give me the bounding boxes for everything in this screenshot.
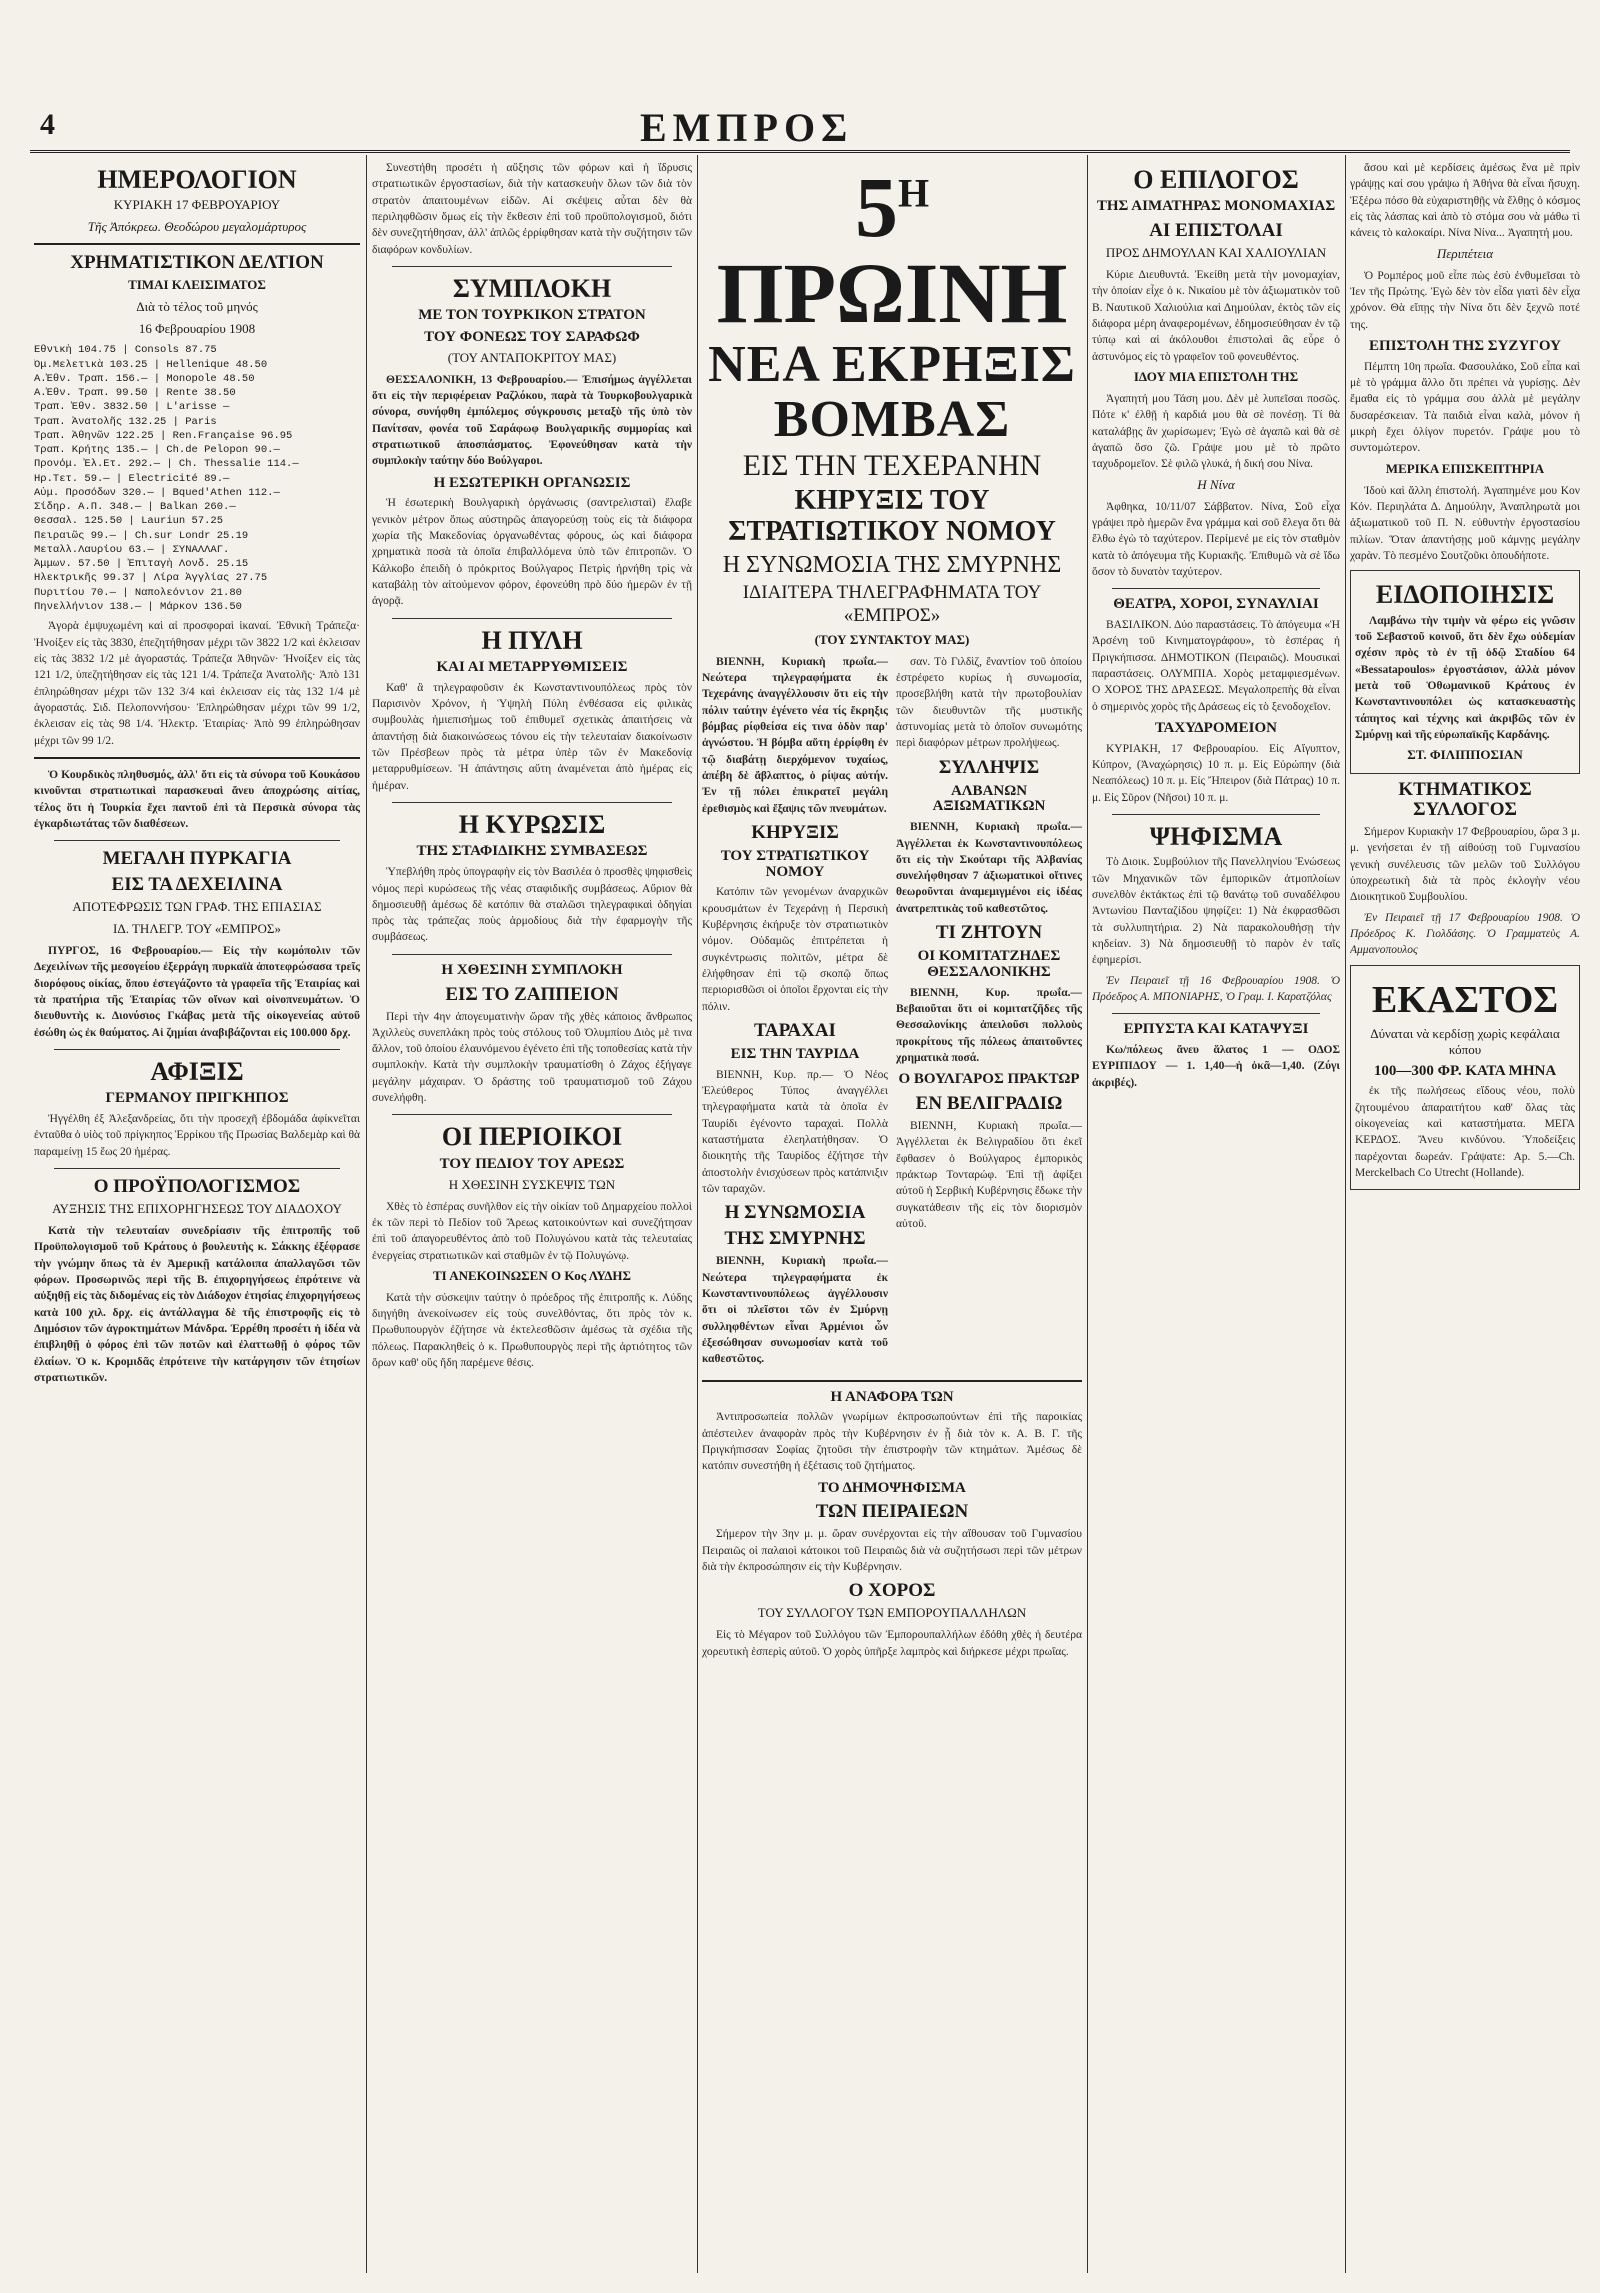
ad-headline: ΕΡΠΥΣΤΑ ΚΑΙ ΚΑΤΑΨΥΞΙ xyxy=(1123,1021,1309,1038)
divider xyxy=(1112,1013,1320,1014)
ratification-headline: Η ΚΥΡΩΣΙΣ xyxy=(458,810,606,840)
letter-article: Ἀγαπητή μου Τάση μου. Δὲν μὲ λυπεῖσαι ποσῶς. Πότε κ' ἐλθῇ ἡ καρδιά μου θὰ σὲ πονέσῃ. Τί θὰ καταλάβῃς ἂν χωρίσωμεν; Ἐγὼ σὲ ἀγαπῶ καὶ θὰ σὲ ἀγαπῶ ὅσο ζῶ. Γράψε μου μὲ τὸ πρῶτο ταχυδρομεῖον. Σὲ φιλῶ γλυκά, ἡ δική σου Νίνα. xyxy=(1092,392,1340,471)
resolution-signature: Ἐν Πειραιεῖ τῇ 16 Φεβρουαρίου 1908. Ὁ Πρόεδρος Α. ΜΠΟΝΙΑΡΗΣ, Ὁ Γραμ. Ι. Καρατζόλας xyxy=(1092,974,1340,1003)
clash-headline: ΣΥΜΠΛΟΚΗ xyxy=(452,273,612,303)
arrival-subtitle: ΓΕΡΜΑΝΟΥ ΠΡΙΓΚΗΠΟΣ xyxy=(105,1090,289,1107)
stock-row: Πειραιῶς 99.— | Ch.sur Londr 25.19 xyxy=(34,529,249,542)
stock-row: Αὐμ. Προσόδων 320.— | Bqued'Athen 112.— xyxy=(34,486,280,499)
agent-headline: Ο ΒΟΥΛΓΑΡΟΣ ΠΡΑΚΤΩΡ xyxy=(898,1071,1080,1088)
masthead-title: ΕΜΠΡΟΣ xyxy=(640,105,854,150)
resolution-headline: ΨΗΦΙΣΜΑ xyxy=(1149,822,1283,852)
ball-article: Εἰς τὸ Μέγαρον τοῦ Συλλόγου τῶν Ἐμπορουπαλλήλων ἐδόθη χθὲς ἡ δευτέρα χορευτικὴ ἑσπερὶς αὐτοῦ. Ὁ χορὸς ὑπῆρξε λαμπρὸς καὶ διήρκεσε μέχρι πρωΐας. xyxy=(702,1629,1082,1658)
theatres-article: ΒΑΣΙΛΙΚΟΝ. Δύο παραστάσεις. Τὸ ἀπόγευμα «Ἡ Ἀρσένη τοῦ Κινηματογράφου», τὸ ἑσπέρας ἡ Πριγκήπισσα. ΔΗΜΟΤΙΚΟΝ (Πειραιῶς). Μουσικαὶ παραστάσεις. ΟΛΥΜΠΙΑ. Χορὸς μεταμφιεσμένων. Ο ΧΟΡΟΣ ΤΗΣ ΔΡΑΣΕΩΣ. Μεγαλοπρεπὴς θὰ εἶναι ὁ σημερινὸς χορὸς τῆς Δράσεως εἰς τὸ ξενοδοχεῖον. xyxy=(1092,618,1340,713)
column-divider xyxy=(366,155,367,2273)
ball-headline: Ο ΧΟΡΟΣ xyxy=(848,1580,936,1602)
arrival-headline: ΑΦΙΞΙΣ xyxy=(150,1057,244,1087)
divider xyxy=(1112,814,1320,815)
ratification-article: Ὑπεβλήθη πρὸς ὑπογραφὴν εἰς τὸν Βασιλέα ὁ προσθὲς ψηφισθεὶς νόμος περὶ κυρώσεως τῆς νέας σταφιδικῆς συμβάσεως. Αὔριον θὰ δημοσιευθῇ ἀμέσως δὲ κατόπιν θὰ σταλῶσι τηλεγραφικαὶ ὁδηγίαι πρὸς τὰς τράπεζας ποὺς ἁρμοδίους διὰ τὴν ἐφαρμογὴν τῆς συμβάσεως. xyxy=(372,866,692,944)
stock-row: Ἡρ.Τετ. 59.— | Electricité 89.— xyxy=(34,472,230,485)
ratification-subtitle: ΤΗΣ ΣΤΑΦΙΔΙΚΗΣ ΣΥΜΒΑΣΕΩΣ xyxy=(416,843,648,860)
stock-row: Προνόμ. Ἐλ.Ετ. 292.— | Ch. Thessalie 114.— xyxy=(34,458,299,471)
agent-subtitle: ΕΝ ΒΕΛΙΓΡΑΔΙΩ xyxy=(915,1092,1063,1114)
yildiz-article: σαν. Τὸ Γιλδὶζ, ἔναντίον τοῦ ὁποίου ἐστρέφετο κυρίως ἡ συνωμοσία, προσεβλήθη κατὰ τὴν πρωτοβουλίαν τῶν διευθυντῶν τῆς μυστικῆς ἀστυνομίας μετὰ τὸ ὁποῖον συνωμότης περὶ διαφόρων μέτρων προλήψεως. xyxy=(896,655,1082,750)
divider xyxy=(54,1168,340,1169)
arrest-article: ΒΙΕΝΝΗ, Κυριακὴ πρωΐα.— Ἀγγέλλεται ἐκ Κωνσταντινουπόλεως ὅτι εἰς τὴν Σκούταρι τῆς Ἀλβανίας συνελήφθησαν 7 ἀξιωματικοὶ οἵτινες θεωροῦνται ἀναμεμιγμένοι εἰς ἰδέας ἀνατρεπτικὰς τοῦ καθεστῶτος. xyxy=(896,821,1082,915)
notice-box xyxy=(1350,570,1580,774)
column-2 xyxy=(372,160,692,2273)
letter-headline: ΙΔΟΥ ΜΙΑ ΕΠΙΣΤΟΛΗ ΤΗΣ xyxy=(1133,368,1299,384)
divider xyxy=(702,1380,1082,1382)
conspiracy-headline: Η ΣΥΝΩΜΟΣΙΑ xyxy=(724,1202,866,1224)
lead-right xyxy=(896,654,1082,1372)
edition-suffix: Η xyxy=(897,170,930,216)
main-headline-2: ΕΙΣ ΤΗΝ ΤΕΧΕΡΑΝΗΝ xyxy=(742,449,1042,483)
divider xyxy=(1112,588,1320,589)
resolution-article: Τὸ Διοικ. Συμβούλιον τῆς Πανελληνίου Ἑνώσεως τῶν Μηχανικῶν τῶν ἐμπορικῶν ἀτμοπλοίων συνελθὸν ἐκτάκτως ἐπὶ τῷ θανάτῳ τοῦ συναδέλφου Ἀντωνίου Πανταζίδου ψηφίζει: 1) Νὰ ἐκφρασθῶσι τὰ συλλυπητήρια. 2) Νὰ παρακολουθήσῃ τὴν κηδείαν. 3) Νὰ δημοσιευθῇ τὸ παρὸν ἐν ταῖς ἐφημερίσι. xyxy=(1092,856,1340,967)
residents-article: Χθὲς τὸ ἑσπέρας συνῆλθον εἰς τὴν οἰκίαν τοῦ Δημαρχείου πολλοὶ ἐκ τῶν περὶ τὸ Πεδίον τοῦ Ἄρεως κατοικούντων καὶ συνεζήτησαν ἐπὶ τοῦ ἀπαγορευθέντος ἀπὸ τοῦ Πολυγώνου κατὰ τὰς τελευταίας ἐνεργείας στρατιωτικῶν καὶ σταθμῶν ἐν τῷ Πολυγώνῳ. xyxy=(372,1200,692,1262)
residents-subtitle-2: Η ΧΘΕΣΙΝΗ ΣΥΣΚΕΨΙΣ ΤΩΝ xyxy=(448,1176,616,1192)
market-title: ΧΡΗΜΑΤΙΣΤΙΚΟΝ ΔΕΛΤΙΟΝ xyxy=(70,252,324,274)
column-divider xyxy=(697,155,698,2273)
riots-subtitle: ΕΙΣ ΤΗΝ ΤΑΥΡΙΔΑ xyxy=(730,1046,860,1063)
divider xyxy=(54,840,340,841)
epilogue-headline: Ο ΕΠΙΛΟΓΟΣ xyxy=(1133,165,1299,194)
arrest-subtitle: ΑΛΒΑΝΩΝ ΑΞΙΩΜΑΤΙΚΩΝ xyxy=(932,782,1046,815)
property-assoc-article: Σήμερον Κυριακὴν 17 Φεβρουαρίου, ὥρα 3 μ. μ. γενήσεται ἐν τῇ αἰθούσῃ τοῦ Γυμνασίου γενικὴ συνέλευσις τῶν μελῶν τοῦ Συλλόγου ὑποχρεωτικὴ διὰ τὰ πρὸς ἐκλογὴν νέου Διοικητικοῦ Συμβουλίου. xyxy=(1350,826,1580,904)
market-subtitle-2: Διὰ τὸ τέλος τοῦ μηνός xyxy=(136,299,258,315)
lead-left xyxy=(702,654,888,1372)
stock-row: Θεσσαλ. 125.50 | Lauriun 57.25 xyxy=(34,515,224,528)
column-1 xyxy=(34,160,360,2273)
fire-headline-2: ΕΙΣ ΤΑ ΔΕΧΕΙΛΙΝΑ xyxy=(111,874,283,896)
column-divider xyxy=(1087,155,1088,2273)
conspiracy-article: ΒΙΕΝΝΗ, Κυριακὴ πρωΐα.— Νεώτερα τηλεγραφήματα ἐκ Κωνσταντινουπόλεως ἀγγέλλουσιν ὅτι οἱ πλεῖστοι τῶν ἐν Σμύρνῃ συλληφθέντων εἶναι Ἀρμένιοι ὧν ἐξεσώθησαν συνωμοσίαν κατὰ τοῦ καθεστῶτος. xyxy=(702,1255,888,1366)
property-assoc-headline: ΚΤΗΜΑΤΙΚΟΣ ΣΥΛΛΟΓΟΣ xyxy=(1398,779,1532,821)
divider xyxy=(392,266,672,267)
adventure-article: Ὁ Ρομπέρος μοῦ εἶπε πὼς ἐσὺ ἐνθυμεῖσαι τὸ Ἰεν τῆς Πρώτης. Ἐγὼ δὲν τὸν εἶδα γιατὶ δὲν εἶχα χρόνον. Θὰ εἴπῃς τὴν Νίνα ὅτι δὲν ξεχνῶ ποτέ της. xyxy=(1350,269,1580,331)
column-5 xyxy=(1350,160,1580,2273)
stock-row: Σίδηρ. Α.Π. 348.— | Balkan 260.— xyxy=(34,501,236,514)
clash-subtitle-2: ΤΟΥ ΦΟΝΕΩΣ ΤΟΥ ΣΑΡΑΦΩΦ xyxy=(424,329,640,346)
internal-org-headline: Η ΕΣΩΤΕΡΙΚΗ ΟΡΓΑΝΩΣΙΣ xyxy=(433,474,631,491)
referendum-headline: ΤΟ ΔΗΜΟΨΗΦΙΣΜΑ xyxy=(818,1479,966,1496)
clash-subtitle: ΜΕ ΤΟΝ ΤΟΥΡΚΙΚΟΝ ΣΤΡΑΤΟΝ xyxy=(418,307,646,324)
adventure-headline: Περιπέτεια xyxy=(1436,245,1494,261)
main-headline: ΝΕΑ ΕΚΡΗΞΙΣ ΒΟΜΒΑΣ xyxy=(708,336,1076,448)
clash-byline: (ΤΟΥ ΑΝΤΑΠΟΚΡΙΤΟΥ ΜΑΣ) xyxy=(447,349,617,365)
porte-headline: Η ΠΥΛΗ xyxy=(481,625,583,655)
budget-headline: Ο ΠΡΟΫΠΟΛΟΓΙΣΜΟΣ xyxy=(93,1176,301,1198)
fire-article: ΠΥΡΓΟΣ, 16 Φεβρουαρίου.— Εἰς τὴν κωμόπολιν τῶν Δεχειλίνων τῆς μεσογείου ἐξερράγη πυρκαϊὰ ἀποτεφρώσασα τρεῖς διορόφους οἰκίας, ὅπου ἐστεγάζοντο τὰ γραφεῖα τῆς Ἑταιρίας καὶ τὰ πρατήρια τῆς Ἑταιρίας τῶν οἴνων καὶ οἰνοπνευμάτων. Ὁ διευθυντὴς κ. Διονύσιος Γκάβας μετὰ τῆς οἰκογενείας αὐτοῦ ἐσώθη ὡς ἐκ θαύματος. Αἱ ζημίαι ἀναβιβάζονται εἰς 100.000 δρχ. xyxy=(34,945,360,1039)
stock-row: Α.Ἐθν. Τραπ. 156.— | Monopole 48.50 xyxy=(34,372,255,385)
residents-headline: ΟΙ ΠΕΡΙΟΙΚΟΙ xyxy=(441,1122,623,1152)
arrival-article: Ἠγγέλθη ἐξ Ἀλεξανδρείας, ὅτι τὴν προσεχῆ ἐβδομάδα ἀφίκνεῖται ἐνταῦθα ὁ υἱὸς τοῦ πρίγκηπος Ἐρρίκου τῆς Πρωσίας Βαλδεμὰρ καὶ θὰ παραμείνῃ 15 ἕως 20 ἡμέρας. xyxy=(34,1113,360,1158)
wife-letter-headline: ΕΠΙΣΤΟΛΗ ΤΗΣ ΣΥΖΥΓΟΥ xyxy=(1369,337,1561,354)
market-date: 16 Φεβρουαρίου 1908 xyxy=(138,321,256,337)
riots-article: ΒΙΕΝΝΗ, Κυρ. πρ.— Ὁ Νέος Ἐλεύθερος Τύπος ἀναγγέλλει τηλεγραφήματα κατὰ τὰ ὁποῖα ἐν Ταυρίδι ἐγένοντο ταραχαὶ. Πολλὰ καταστήματα ἐλεηλατήθησαν. Ὁ διοικητὴς τῆς Ταυρίδος ἐζήτησε τὴν ἀποστολὴν ἐνισχύσεων πρὸς κατάπνιξιν τῶν ταραχῶν. xyxy=(702,1068,888,1196)
main-headline-4: Η ΣΥΝΩΜΟΣΙΑ ΤΗΣ ΣΜΥΡΝΗΣ xyxy=(722,551,1062,578)
petition-headline: Η ΑΝΑΦΟΡΑ ΤΩΝ xyxy=(830,1388,954,1405)
ad-ekastos-text: Δύναται νὰ κερδίσῃ χωρὶς κεφάλαια κόπου xyxy=(1370,1025,1560,1057)
letters-headline: ΑΙ ΕΠΙΣΤΟΛΑΙ xyxy=(1149,220,1283,242)
arrest-headline: ΣΥΛΛΗΨΙΣ xyxy=(938,756,1040,778)
riots-headline: ΤΑΡΑΧΑΙ xyxy=(754,1020,836,1042)
edition-title xyxy=(702,160,1082,341)
ad-text: Κω/πόλεως ἄνευ ἅλατος 1 — ΟΔΟΣ ΕΥΡΙΠΙΔΟΥ — 1. 1,40—ἡ ὀκᾶ—1,40. (Ζύγι ἀκριβές). xyxy=(1092,1044,1340,1089)
fire-subtitle: ΑΠΟΤΕΦΡΩΣΙΣ ΤΩΝ ΓΡΑΦ. ΤΗΣ ΕΠΙΑΣΙΑΣ xyxy=(72,899,322,915)
cards-article: Ἰδοὺ καὶ ἄλλη ἐπιστολή. Ἀγαπημένε μου Κον Κόν. Περιηλάτα Δ. Δημούλην, Ἀναπληρωτὰ μοι ἀξιωματικοῦ τοῦ Π. Ν. εὐθυντὴν ἐργοστασίου πιλίων. Ὅταν ἀπαντήσῃς μοῦ κάμνῃς μεγάλην χαρὰν. Τὸ πεσμένο Σουτζοῦκι ὁπουδήποτε. xyxy=(1350,484,1580,562)
calendar-title: ΗΜΕΡΟΛΟΓΙΟΝ xyxy=(97,165,297,194)
komitadji-headline: ΤΙ ΖΗΤΟΥΝ xyxy=(935,922,1043,944)
divider xyxy=(392,618,672,619)
conspiracy-subtitle: ΤΗΣ ΣΜΥΡΝΗΣ xyxy=(724,1228,866,1250)
fire-subtitle-2: ΙΔ. ΤΗΛΕΓΡ. ΤΟΥ «ΕΜΠΡΟΣ» xyxy=(113,921,281,937)
divider xyxy=(392,954,672,955)
nina-article: Ἀφθηκα, 10/11/07 Σάββατον. Νίνα, Σοῦ εἶχα γράψει πρὸ ἡμερῶν ἕνα γράμμα καὶ σοῦ ἔλεγα ὅτι θὰ ἔλθω ἐγὼ τὸ ταχύτερον. Περίμενέ με εἰς τὸν σταθμὸν κατὰ τὸ ἀπόγευμα τῆς Κυριακῆς. Ἐπιθυμῶ νὰ σὲ ἴδω ὅσον τὸ δυνατὸν ταχύτερον. xyxy=(1092,500,1340,578)
stock-row: Ἐθνικὴ 104.75 | Consols 87.75 xyxy=(34,344,217,357)
cards-headline: ΜΕΡΙΚΑ ΕΠΙΣΚΕΠΤΗΡΙΑ xyxy=(1385,460,1545,476)
army-report: Ὁ Κουρδικὸς πληθυσμός, ἀλλ' ὅτι εἰς τὰ σύνορα τοῦ Κουκάσου κινοῦνται στρατιωτικαὶ παρασκευαὶ ἄνευ ἀποχρώσης αἰτίας, τέλος ὅτι ἡ Τουρκία ἔχει παντοῦ ἐπὶ τὰ Περσικὰ σύνορα τὰς ἐγκαρδιωτάτας τῶν διαθέσεων. xyxy=(34,768,360,830)
ball-subtitle: ΤΟΥ ΣΥΛΛΟΓΟΥ ΤΩΝ ΕΜΠΟΡΟΥΠΑΛΛΗΛΩΝ xyxy=(757,1605,1027,1621)
divider xyxy=(34,757,360,759)
column-3 xyxy=(702,160,1082,2273)
notice-headline: ΕΙΔΟΠΟΙΗΣΙΣ xyxy=(1375,580,1555,610)
divider xyxy=(392,802,672,803)
main-headline-5: ΙΔΙΑΙΤΕΡΑ ΤΗΛΕΓΡΑΦΗΜΑΤΑ ΤΟΥ «ΕΜΠΡΟΣ» xyxy=(742,582,1042,626)
internal-org-article: Ἡ ἐσωτερικὴ Βουλγαρικὴ ὀργάνωσις (σαντρελισταὶ) ἔλαβε γενικὸν μέτρον ὅπως αὐστηρῶς ἀπαγορεύσῃ τοὺς εἰς τὰ διάφορα χωρία τῆς Μακεδονίας ὀργανωθέντας φόρους, ὡς καὶ διάφορα χρηματικὰ ποσὰ τὰ ὁποῖα ἐπιβαλλόμενα ὑπὸ τῶν ἐπιτροπῶν. Ὁ Κάλκοβο ἐπειδὴ ὁ πρόκριτος Βούλγαρος Πετρὶς ἠρνήθη τρὶς νὰ καταβάλῃ τὸν αἰτούμενον φόρον, ἐφονεύθη πρὸ δύο ἡμερῶν ἐν τῇ ἀγορᾷ. xyxy=(372,497,692,608)
divider xyxy=(34,243,360,245)
epilogue-subtitle: ΤΗΣ ΑΙΜΑΤΗΡΑΣ ΜΟΝΟΜΑΧΙΑΣ xyxy=(1096,198,1336,215)
stock-row: Α.Ἐθν. Τραπ. 99.50 | Rente 38.50 xyxy=(34,387,236,400)
main-byline: (ΤΟΥ ΣΥΝΤΑΚΤΟΥ ΜΑΣ) xyxy=(814,631,970,647)
porte-article: Καθ' ἃ τηλεγραφοῦσιν ἐκ Κωνσταντινουπόλεως πρὸς τὸν Παρισινὸν Χρόνον, ἡ Ὑψηλὴ Πύλη ἐνθέσασα εἰς φιλικὰς συμβουλὰς ἡμιεπισήμως τοῦ ἐπιθυμεῖ σχετικὰς ἀπαιτήσεις νὰ ἀπαντήσῃ διὰ διακοινώσεως τόνου εἰς τὴν τελευταίαν διακοίνωσιν τῶν Πρέσβεων πρὸς τὰ μέτρα ὑπὲρ τῶν ἐν Μακεδονίᾳ μεταρρυθμίσεων. Ἡ ἀπάντησις αὕτη ἀναμένεται ἀπὸ ἡμέρας εἰς ἡμέραν. xyxy=(372,681,692,792)
letters-subtitle: ΠΡΟΣ ΔΗΜΟΥΛΑΝ ΚΑΙ ΧΑΛΙΟΥΛΙΑΝ xyxy=(1105,244,1327,260)
referendum-article: Σήμερον τὴν 3ην μ. μ. ὥραν συνέρχονται εἰς τὴν αἴθουσαν τοῦ Γυμνασίου Πειραιῶς οἱ παλαιοὶ κάτοικοι τοῦ Πειραιῶς διὰ νὰ συζητήσωσι περὶ τῶν μέτρων διὰ τὴν ἐκπροσώπησιν εἰς τὴν Κυβέρνησιν. xyxy=(702,1528,1082,1573)
lydis-article: Κατὰ τὴν σύσκεψιν ταύτην ὁ πρόεδρος τῆς ἐπιτροπῆς κ. Λύδης διηγήθη ἀνεκοίνωσεν εἰς τοὺς συνελθόντας, ὅτι πρὸς τὸν κ. Πρωθυπουργὸν ἐζήτησε νὰ ἐκτελεσθῶσιν ἀμέσως τὰ σχέδια τῆς πόλεως. Παρακληθεὶς ὁ κ. Πρωθυπουργὸς περὶ τῆς ἀρτιότητος τῶν ὅρων καθ' οὓς ἤδη παρέμενε θέσις. xyxy=(372,1291,692,1370)
martial-law-article: Κατόπιν τῶν γενομένων ἀναρχικῶν κρουσμάτων ἐν Τεχεράνῃ ἡ Περσικὴ Κυβέρνησις ἐκήρυξε τὸν στρατιωτικὸν νόμον. Οὐδαμῶς ἐπιτρέπεται ἡ συγκέντρωσις πολιτῶν, μέτρα δὲ ἐλήφθησαν ἐπὶ τῷ σκοπῷ ὅπως περιορισθῶσι οἱ ὁποῖοι ἔρχονται εἰς τὴν πόλιν. xyxy=(702,886,888,1013)
lydis-headline: ΤΙ ΑΝΕΚΟΙΝΩΣΕΝ Ο Κος ΛΥΔΗΣ xyxy=(432,1267,632,1283)
ad-ekastos-headline: ΕΚΑΣΤΟΣ xyxy=(1371,978,1559,1021)
property-assoc-signature: Ἐν Πειραιεῖ τῇ 17 Φεβρουαρίου 1908. Ὁ Πρόεδρος Κ. Γιολδάσης. Ὁ Γραμματεὺς Α. Αμμανοπουλος xyxy=(1350,911,1580,957)
komitadji-subtitle: ΟΙ ΚΟΜΙΤΑΤΖΗΔΕΣ ΘΕΣΣΑΛΟΝΙΚΗΣ xyxy=(917,948,1061,980)
nina-headline: Η Νίνα xyxy=(1197,476,1235,492)
wife-letter-article: Πέμπτη 10η πρωΐα. Φασουλάκο, Σοῦ εἶπα καὶ μὲ τὸ γράμμα ἄλλο ὅτι πρέπει νὰ γυρίσῃς. Δὲν ἔμαθα εἰς τὸ γράμμα σου ἀλλὰ μὲ μεγάλην δυσαρέσκειαν. Τὰ παιδιὰ εἶναι καλὰ, μόνον ἡ μικρὴ ἔχει ὀλίγον πυρετόν. Γράψε μου τὸ συντομώτερον. xyxy=(1350,360,1580,455)
notice-text: Λαμβάνω τὴν τιμὴν νὰ φέρω εἰς γνῶσιν τοῦ Σεβαστοῦ κοινοῦ, ὅτι δὲν ἔχω οὐδεμίαν σχέσιν πρὸς τὸ ἐν τῇ ὁδῷ Σταδίου 64 «Bessatapoulos» ἐργοστάσιον, ἀλλὰ μόνον μετὰ τοῦ Ὁθωμανικοῦ Κράτους ἐν Κωνσταντινουπόλει ὡς κατασκευαστὴς τάπητος καὶ τέχνης καὶ ἀκριβῶς τῶν ἐν Σμύρνῃ καὶ τῆς εὐρωπαϊκῆς Καρδάνης. xyxy=(1355,614,1575,741)
calendar-saint: Τῆς Ἀπόκρεω. Θεοδώρου μεγαλομάρτυρος xyxy=(87,219,307,235)
letter-continuation: ἄσου καὶ μὲ κερδίσεις ἀμέσως ἕνα μὲ πρὶν γράψῃς καί σου γράψω ἡ Ἀθήνα θὰ εἶναι ἤσυχη. Ἐξέρω πόσο θὰ εὐχαριστηθῇς νὰ ἔλθῃς ὁ κόσμος εἰς τὰς λάσπας καὶ ἀπὸ τὸ στόμα σου νὰ μάθω τὶ κάνεις τὸ καλοκαίρι. Νίνα Νίνα... Ἀγαπητή μου. xyxy=(1350,162,1580,240)
porte-subtitle: ΚΑΙ ΑΙ ΜΕΤΑΡΡΥΘΜΙΣΕΙΣ xyxy=(436,659,628,676)
calendar-date: ΚΥΡΙΑΚΗ 17 ΦΕΒΡΟΥΑΡΙΟΥ xyxy=(113,197,281,213)
fire-headline: ΜΕΓΑΛΗ ΠΥΡΚΑΓΙΑ xyxy=(102,848,292,870)
letters-article: Κύριε Διευθυντά. Ἐκείθη μετὰ τὴν μονομαχίαν, τὴν ὁποίαν εἶχε ὁ κ. Νικαίου μὲ τὸν ἀξιωματικὸν τοῦ Β. Ναυτικοῦ Χαλιούλια καὶ Δημούλαν, ἐκτὸς τῶν εἰς διάφορα μέρη ἀναφερομένων, ἐδημοσιεύθησαν ἐν τῷ τύπῳ καὶ αἱ ἀκόλουθοι ἐπιστολαὶ ἃς εὗρε ὁ ἀστυνόμος εἰς τὸ γραφεῖον τοῦ φονευθέντος. xyxy=(1092,268,1340,363)
petition-article: Ἀντιπροσωπεία πολλῶν γνωρίμων ἐκπροσωπούντων ἐπὶ τῆς παροικίας ἀπέστειλεν ἀναφορὰν πρὸς τὴν Κυβέρνησιν ἐν ᾗ διὰ τὸν κ. Α. Β. Γ. τῆς Πριγκήπισσαν Σοφίας ζητοῦσι τὴν ἐπιστροφὴν τῶν κτημάτων. Ἀμέσως δὲ κατόπιν συνεστήθη ἡ ἐξέτασις τοῦ ζητήματος. xyxy=(702,1411,1082,1473)
edition-word: ΠΡΩΙΝΗ xyxy=(716,245,1068,341)
budget-subtitle: ΑΥΞΗΣΙΣ ΤΗΣ ΕΠΙΧΟΡΗΓΗΣΕΩΣ ΤΟΥ ΔΙΑΔΟΧΟΥ xyxy=(52,1201,342,1217)
martial-law-headline: ΚΗΡΥΞΙΣ xyxy=(751,822,839,844)
column-divider xyxy=(1345,155,1346,2273)
market-subtitle: ΤΙΜΑΙ ΚΛΕΙΣΙΜΑΤΟΣ xyxy=(128,277,266,293)
residents-subtitle: ΤΟΥ ΠΕΔΙΟΥ ΤΟΥ ΑΡΕΩΣ xyxy=(439,1155,625,1172)
post-article: ΚΥΡΙΑΚΗ, 17 Φεβρουαρίου. Εἰς Αἴγυπτον, Κύπρον, (Ἀναχώρησις) 10 π. μ. Εἰς Εὐρώπην (διὰ Νεαπόλεως) 10 π. μ. Εἰς Ἤπειρον (διὰ Πάτρας) 10 π. μ. Εἰς Σῦρον (Νῆσοι) 10 π. μ. xyxy=(1092,742,1340,804)
theatres-headline: ΘΕΑΤΡΑ, ΧΟΡΟΙ, ΣΥΝΑΥΛΙΑΙ xyxy=(1113,596,1319,613)
stock-row: Τραπ. Ἀθηνῶν 122.25 | Ren.Française 96.95 xyxy=(34,429,293,442)
column-4 xyxy=(1092,160,1340,2273)
agent-article: ΒΙΕΝΝΗ, Κυριακὴ πρωΐα.— Ἀγγέλλεται ἐκ Βελιγραδίου ὅτι ἐκεῖ ἔφθασεν ὁ Βούλγαρος ἐμπορικὸς πράκτωρ Τονταρώφ. Ἐπὶ τῇ ἀφίξει αὐτοῦ ἡ Σερβικὴ Κυβέρνησις ἔδωκε τὴν συγκατάθεσιν τῆς εἰς τὸν διορισμὸν αὐτοῦ. xyxy=(896,1119,1082,1230)
bomb-article: ΒΙΕΝΝΗ, Κυριακὴ πρωΐα.— Νεώτερα τηλεγραφήματα ἐκ Τεχεράνης ἀναγγέλλουσιν ὅτι εἰς τὴν πόλιν ταύτην ἐγένετο νέα τίς ἔκρηξις βόμβας ρίφθείσα εἰς τινα ὁδὸν παρ' ἀγνώστου. Ἡ βόμβα αὕτη ἐρρίφθη ἐν τῷ διαβάτῃ διερχόμενον τυχαίως, ἀπέβη δὲ ἄβλαπτος, ὁ ρίψας αὐτήν. Ἐν τῇ πόλει ἐπικρατεῖ μεγάλη ἐρεθισμὸς καὶ ἔξαψις τῶν πνευμάτων. xyxy=(702,655,888,815)
stock-row: Ἀμμων. 57.50 | Ἐπιταγὴ Λονδ. 25.15 xyxy=(34,558,249,571)
ad-box xyxy=(1350,965,1580,1191)
budget-article: Κατὰ τὴν τελευταίαν συνεδρίασιν τῆς ἐπιτροπῆς τοῦ Προϋπολογισμοῦ τοῦ Κράτους ὁ βουλευτὴς κ. Σάκκης ἐξέφρασε τὴν γνώμην ὅπως τὰ ἐν Ἀμερικῇ κατάλοιπα ἀπαλλαγῶσι τῶν φόρων. Προσωρινῶς περὶ τῆς Β. ἐπιχορηγήσεως ἐπρότεινε νὰ αὐξηθῇ εἰς τὰς διδομένας εἰς τὸν Διάδοχον ἐτησίας ἐπιχορηγήσεως κατὰ 100 χιλ. δρχ. εἰς ἀντάλλαγμα δὲ τῆς ἐπιστροφῆς εἰς τὸ Δημόσιον τῶν ἀγροκτημάτων Μάνδρα. Ἐρρέθη προσέτι ἡ ἰδέα νὰ ἐπιβληθῇ ὁ φόρος ἐπὶ τῶν ποτῶν καὶ ἐλαττωθῇ ὁ φόρος τῶν ἐλαίων. Ὁ κ. Κρομιδᾶς ἐπρότεινε τὴν κατάργησιν τῶν ἐτησίων στρατιωτικῶν. xyxy=(34,1225,360,1384)
article-continuation: Συνεστήθη προσέτι ἡ αὔξησις τῶν φόρων καὶ ἡ ἵδρυσις στρατιωτικῶν ἐργοστασίων, διὰ τὴν κατασκευὴν ὅλων τῶν διὰ τὸν στρατὸν ἀπαιτουμένων εἰδῶν. Αἱ σκέψεις αὗται δὲν θὰ περιληφθῶσιν ὅμως εἰς τὴν ἔκθεσιν ἐπὶ τοῦ προϋπολογισμοῦ, διότι δὲν συνεζητήθησαν, ἀλλ' ἁπλῶς ἐρρίφθησαν κατὰ τὴν συζήτησιν τῶν διαφόρων κονδυλίων. xyxy=(372,162,692,256)
zappeion-headline: Η ΧΘΕΣΙΝΗ ΣΥΜΠΛΟΚΗ xyxy=(441,961,623,978)
stock-row: Τραπ. Ἀνατολῆς 132.25 | Paris xyxy=(34,415,217,428)
stock-row: Πηνελλήνιον 138.— | Μάρκον 136.50 xyxy=(34,601,242,614)
referendum-subtitle: ΤΩΝ ΠΕΙΡΑΙΕΩΝ xyxy=(815,1501,969,1523)
edition-number: 5 xyxy=(854,160,898,255)
stock-row: Τραπ. Κρήτης 135.— | Ch.de Pelopon 90.— xyxy=(34,444,280,457)
zappeion-article: Περὶ τὴν 4ην ἀπογευματινὴν ὥραν τῆς χθὲς κάποιος ἄνθρωπος Ἀχιλλεὺς συνεπλάκη πρὸς τοὺς στόλους τοῦ Ὀλυμπίου Διὸς μὲ τινα ἄλλον, τοῦ ὁποίου ἐλαυνόμενου ἐγένετο ἐπὶ τῆς τοποθεσίας κατὰ τὴν συμπλοκὴν. Κατὰ τὴν συμπλοκὴν τραυματίσθη ὁ Ζάχος ἐξήγαγε μεγάλην μάχαιραν. Ὁ δράστης τοῦ τραυματισμοῦ τοῦ Ζάχου συνελήφθη. xyxy=(372,1010,692,1105)
main-headline-3: ΚΗΡΥΞΙΣ ΤΟΥ ΣΤΡΑΤΙΩΤΙΚΟΥ ΝΟΜΟΥ xyxy=(728,485,1056,547)
stock-row: Ἠλεκτρικῆς 99.37 | Λίρα Ἀγγλίας 27.75 xyxy=(34,572,268,585)
divider xyxy=(392,1114,672,1115)
stock-row: Πυριτίου 70.— | Ναπολεόνιον 21.80 xyxy=(34,586,242,599)
market-report: Ἀγορὰ ἐμψυχωμένη καὶ αἱ προσφοραὶ ἱκαναί. Ἐθνικὴ Τράπεζα· Ἠνοίξεν εἰς τὰς 3830, ἐπεζητήθησαν μέχρι τῶν 3822 1/2 καὶ ἐκλεισαν εἰς τὰς 3832 1/2 μὲ ἀγοραστάς. Τράπεζα Ἀθηνῶν· Ἠνοίξεν εἰς τὰς 121 1/2, ὑπεζητήθησαν εἰς τὰς 121 1/4. Τράπεζα Ἀνατολῆς· Ἀπὸ 131 ἐπληρώθησαν μέχρι τῶν 132 3/4 καὶ ἐκλεισαν εἰς τὰς 132 1/4 μὲ ἀγοραστάς. Σιδ. Πελοποννήσου· Ἐπληρώθησαν μέχρι τῶν 99 1/2, ἐκλεισαν εἰς τὰς 98 1/4. Ἠλεκτρ. Ἑταιρίας· Ἀπὸ 99 ἐπληρώθησαν μέχρι τῶν 99 1/2. xyxy=(34,620,360,747)
masthead-rule xyxy=(30,150,1570,153)
stock-table xyxy=(34,343,360,614)
zappeion-subtitle: ΕΙΣ ΤΟ ΖΑΠΠΕΙΟΝ xyxy=(445,983,619,1005)
komitadji-article: ΒΙΕΝΝΗ, Κυρ. πρωΐα.— Βεβαιοῦται ὅτι οἱ κομιτατζῆδες τῆς Θεσσαλονίκης ἀπειλοῦσι πολλοὺς προκρίτους τῆς πόλεως ἀπαιτοῦντες χρηματικὰ ποσά. xyxy=(896,986,1082,1064)
page-number: 4 xyxy=(40,108,55,141)
post-headline: ΤΑΧΥΔΡΟΜΕΙΟΝ xyxy=(1154,719,1278,736)
stock-row: Τραπ. Ἐθν. 3832.50 | L'arisse — xyxy=(34,401,230,414)
ad-ekastos-amount: 100—300 ΦΡ. ΚΑΤΑ ΜΗΝΑ xyxy=(1373,1062,1557,1079)
stock-row: Ὁμ.Μελετικὰ 103.25 | Hellenique 48.50 xyxy=(34,358,268,371)
clash-article: ΘΕΣΣΑΛΟΝΙΚΗ, 13 Φεβρουαρίου.— Ἐπισήμως ἀγγέλλεται ὅτι εἰς τὴν περιφέρειαν Ραζλόκου, παρὰ τὰ Τουρκοβουλγαρικὰ σύνορα, συνήφθη ἐμπόλεμος σύγκρουσις μεταξὺ τῆς ὑπὸ τὸν Πανίτσαν, φονέα τοῦ Σαράφωφ Βουλγαρικῆς συμμορίας καὶ στρατιωτικοῦ ἀποσπάσματος. Ἐφονεύθησαν κατὰ τὴν συμπλοκὴν ταύτην δύο Βούλγαροι. xyxy=(372,373,692,468)
notice-signature: ΣΤ. ΦΙΛΙΠΠΟΣΙΑΝ xyxy=(1407,747,1523,763)
ad-ekastos-details: ἐκ τῆς πωλήσεως εἴδους νέου, πολὺ ζητουμένου ἀπαραιτήτου καθ' ὅλας τὰς οἰκογενείας καὶ καταστήματα. ΜΕΓΑ ΚΕΡΔΟΣ. Ἄνευ κινδύνου. Ὑποδείξεις παρέχονται δωρεάν. Γράψατε: Ap. 5.—Ch. Merckelbach Co Utrecht (Hollande). xyxy=(1355,1085,1575,1180)
martial-law-subtitle: ΤΟΥ ΣΤΡΑΤΙΩΤΙΚΟΥ ΝΟΜΟΥ xyxy=(720,847,870,880)
divider xyxy=(54,1049,340,1050)
lead-columns xyxy=(702,654,1082,1372)
stock-row: Μεταλλ.Λαυρίου 63.— | ΣΥΝΑΛΛΑΓ. xyxy=(34,543,230,556)
